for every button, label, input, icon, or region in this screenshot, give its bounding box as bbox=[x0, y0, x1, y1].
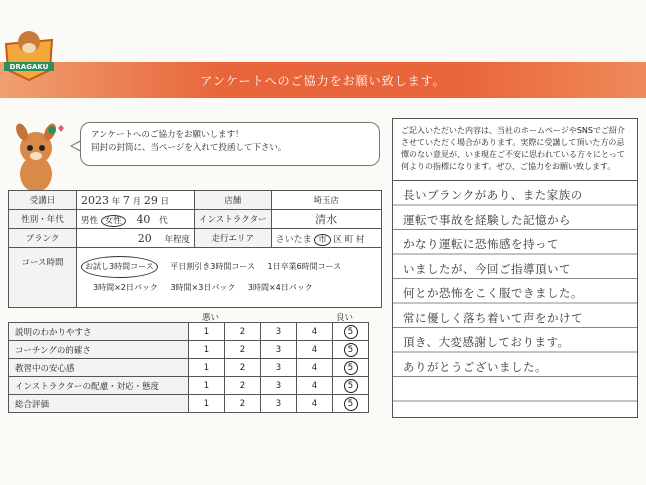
comment-line: ありがとうございました。 bbox=[403, 359, 547, 374]
rating-row bbox=[9, 395, 369, 413]
comment-line: 頂き、大変感謝しております。 bbox=[403, 335, 570, 349]
rating-row bbox=[9, 377, 369, 395]
comment-line: 何とか恐怖をこく服できました。 bbox=[403, 286, 583, 300]
scale-3: 3 bbox=[261, 359, 297, 377]
rating-row bbox=[9, 359, 369, 377]
scale-3: 3 bbox=[261, 395, 297, 413]
question-label: 総合評価 bbox=[9, 395, 189, 413]
date-value: 2023 年 7 月 29 日 bbox=[77, 191, 195, 210]
scale-5-selected: 5 bbox=[333, 323, 369, 341]
scale-2: 2 bbox=[225, 323, 261, 341]
course-options bbox=[77, 248, 382, 308]
gender-age-value: 男性 女性 40 代 bbox=[77, 210, 195, 229]
comment-line: いましたが、今回ご指導頂いて bbox=[403, 261, 571, 276]
blank-label: ブランク bbox=[9, 229, 77, 248]
question-label: 教習中の安心感 bbox=[9, 359, 189, 377]
course-option: 1日卒業6時間コース bbox=[267, 262, 342, 271]
scale-3: 3 bbox=[261, 341, 297, 359]
scale-3: 3 bbox=[261, 323, 297, 341]
deer-mascot-icon bbox=[6, 118, 66, 196]
scale-5-selected: 5 bbox=[333, 377, 369, 395]
comment-line: 運転で事故を経験した記憶から bbox=[403, 212, 571, 227]
header-title: アンケートへのご協力をお願い致します。 bbox=[200, 74, 446, 88]
scale-1: 1 bbox=[189, 323, 225, 341]
course-option: お試し3時間コース bbox=[81, 256, 158, 278]
dragaku-logo bbox=[0, 26, 58, 82]
scale-4: 4 bbox=[297, 323, 333, 341]
speech-bubble bbox=[80, 122, 380, 166]
comment-box bbox=[392, 118, 638, 418]
logo-text: DRAGAKU bbox=[9, 63, 49, 71]
scale-1: 1 bbox=[189, 359, 225, 377]
area-value: さいたま 市 区 町 村 bbox=[271, 229, 381, 248]
scale-5-selected: 5 bbox=[333, 395, 369, 413]
handwritten-comment bbox=[403, 183, 631, 379]
scale-1: 1 bbox=[189, 341, 225, 359]
comment-line: 長いブランクがあり、また家族の bbox=[403, 188, 583, 202]
info-table bbox=[8, 190, 382, 308]
gender-label: 性別・年代 bbox=[9, 210, 77, 229]
rating-row bbox=[9, 323, 369, 341]
scale-5-selected: 5 bbox=[333, 341, 369, 359]
course-option: 平日割引き3時間コース bbox=[170, 262, 255, 271]
scale-1: 1 bbox=[189, 377, 225, 395]
scale-2: 2 bbox=[225, 395, 261, 413]
scale-3: 3 bbox=[261, 377, 297, 395]
scale-4: 4 bbox=[297, 377, 333, 395]
comment-line: 常に優しく落ち着いて声をかけて bbox=[403, 310, 583, 325]
bubble-line-1: アンケートへのご協力をお願いします！ bbox=[91, 130, 244, 140]
scale-2: 2 bbox=[225, 377, 261, 395]
store-value: 埼玉店 bbox=[271, 191, 381, 210]
scale-good-label: 良い bbox=[336, 313, 354, 323]
scale-bad-label: 悪い bbox=[202, 313, 220, 323]
scale-4: 4 bbox=[297, 341, 333, 359]
instructor-value: 清水 bbox=[271, 210, 381, 229]
blank-value: 20 年程度 bbox=[77, 229, 195, 248]
course-label: コース時間 bbox=[9, 248, 77, 308]
course-option: 3時間×3日パック bbox=[170, 283, 236, 292]
instructor-label: インストラクター bbox=[195, 210, 272, 229]
notice-text: ご記入いただいた内容は、当社のホームページやSNSでご紹介させていただく場合があります。実際に受講して頂いた方の忌憚のない意見が、いま現在ご不安に思われている方々にとって何よりの指標になります。ぜひ、ご協力をお願い致します。 bbox=[393, 119, 637, 181]
store-label: 店舗 bbox=[195, 191, 272, 210]
scale-1: 1 bbox=[189, 395, 225, 413]
question-label: 説明のわかりやすさ bbox=[9, 323, 189, 341]
area-label: 走行エリア bbox=[195, 229, 272, 248]
question-label: コーチングの的確さ bbox=[9, 341, 189, 359]
comment-line: かなり運転に恐怖感を持って bbox=[403, 237, 559, 251]
scale-2: 2 bbox=[225, 341, 261, 359]
scale-5-selected: 5 bbox=[333, 359, 369, 377]
rating-row bbox=[9, 341, 369, 359]
scale-2: 2 bbox=[225, 359, 261, 377]
date-label: 受講日 bbox=[9, 191, 77, 210]
question-label: インストラクターの配慮・対応・態度 bbox=[9, 377, 189, 395]
course-option: 3時間×2日パック bbox=[93, 283, 158, 292]
scale-4: 4 bbox=[297, 359, 333, 377]
course-option: 3時間×4日パック bbox=[247, 283, 313, 292]
rating-table bbox=[8, 322, 369, 413]
scale-4: 4 bbox=[297, 395, 333, 413]
bubble-line-2: 同封の封筒に、当ページを入れて投函して下さい。 bbox=[91, 143, 287, 153]
